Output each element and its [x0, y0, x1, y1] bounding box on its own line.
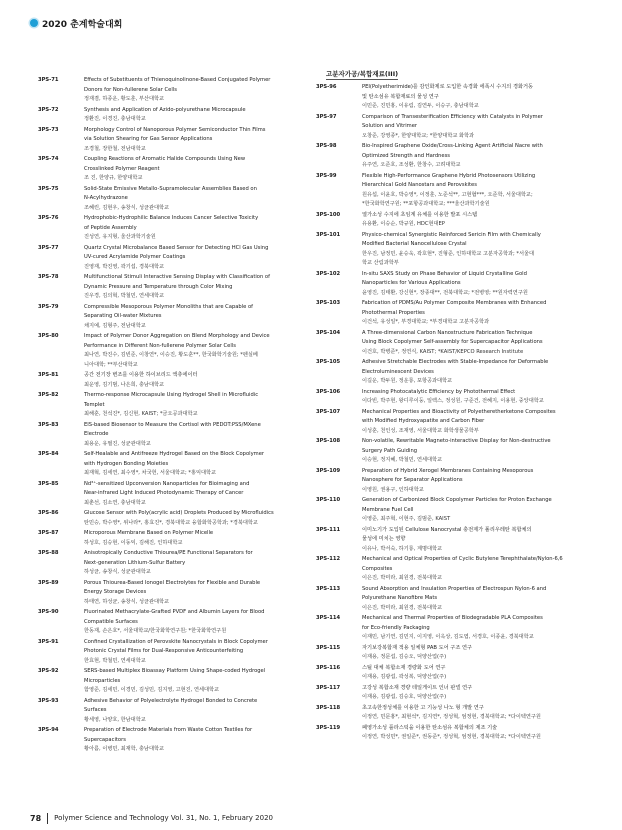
entry-code: 3PS-78 — [38, 274, 59, 280]
entry-title-line: Near-infrared Light Induced Photodynamic Therapy of Cancer — [84, 490, 244, 496]
entry-code: 3PS-82 — [38, 392, 59, 398]
entry-body — [84, 697, 310, 726]
entry-title-line: Optimized Strength and Hardness — [362, 152, 450, 159]
entry-code: 3PS-73 — [38, 126, 59, 133]
abstract-entry — [316, 496, 588, 525]
entry-authors-line: 이영준, 최주혁, 이현주, 김범준, KAIST — [362, 516, 451, 522]
entry-code: 3PS-92 — [38, 668, 59, 674]
entry-title-line: PEI(Polyetherimide)를 감인화제로 도입한 속경화 에폭시 수지의 경화거동 — [362, 84, 534, 90]
entry-title-line: Nanoparticles for Various Applications — [362, 280, 461, 286]
entry-body — [362, 408, 588, 437]
abstract-entry — [316, 172, 588, 210]
entry-body — [362, 231, 588, 269]
page-number: 78 — [30, 813, 42, 823]
entry-body — [362, 329, 588, 358]
abstract-entry — [316, 388, 588, 407]
entry-code: 3PS-114 — [316, 615, 341, 621]
entry-code: 3PS-89 — [38, 579, 59, 586]
entry-authors-line: 한동재, 손은호*, 서울대학교/한국화학연구원; *한국화학연구원 — [84, 628, 227, 634]
abstract-entry — [316, 437, 588, 466]
entry-title-line: Photothermal Properties — [362, 309, 425, 316]
entry-code: 3PS-75 — [38, 185, 59, 192]
entry-authors-line: 이민준, 진민홍, 이유림, 김연두, 이승구, 충남대학교 — [362, 103, 479, 109]
entry-title-line: Energy Storage Devices — [84, 589, 147, 595]
abstract-entry — [38, 244, 310, 273]
entry-title-line: SERS-based Multiplex Bioassay Platform Using Shape-coded Hydrogel — [84, 668, 266, 674]
entry-code: 3PS-87 — [38, 530, 59, 536]
entry-body — [84, 244, 310, 273]
entry-title-line: Mechanical Properties and Bioactivity of Polyetheretherketone Composites — [362, 408, 556, 415]
entry-authors-line: *한국화학연구원; **포항공과대학교; ***울산과학기술원 — [362, 201, 490, 207]
entry-body — [362, 704, 588, 723]
entry-authors-line: 이은진, 박미라, 최원경, 전북대학교 — [362, 604, 443, 611]
entry-title-line: In-situ SAXS Study on Phase Behavior of Liquid Crystalline Gold — [362, 270, 527, 277]
entry-title-line: Generation of Carbonized Block Copolymer Particles for Proton Exchange — [362, 497, 552, 503]
entry-title-line: Polyurethane Nanofibre Mats — [362, 595, 438, 601]
abstract-entry — [316, 684, 588, 703]
entry-title-line: Quartz Crystal Microbalance Based Sensor for Detecting HCl Gas Using — [84, 244, 269, 251]
entry-authors-line: 조 진, 한양규, 한양대학교 — [84, 175, 143, 181]
abstract-entry — [38, 214, 310, 243]
entry-title-line: Anisotropically Conductive Thiourea/PE Functional Separators for — [84, 550, 253, 556]
entry-title-line: for Eco-friendly Packaging — [362, 624, 430, 631]
abstract-entry — [316, 704, 588, 723]
entry-title-line: Multifunctional Stimuli Interactive Sensing Display with Classification of — [84, 274, 270, 280]
entry-body — [362, 496, 588, 525]
abstract-entry — [316, 467, 588, 496]
entry-authors-line: 한효현, 박철민, 연세대학교 — [84, 657, 146, 664]
entry-body — [84, 726, 310, 755]
entry-body — [362, 113, 588, 142]
entry-code: 3PS-90 — [38, 609, 59, 615]
entry-title-line: UV-cured Acrylamide Polymer Coatings — [84, 254, 186, 260]
entry-title-line: via Solution Shearing for Gas Sensor Applications — [84, 136, 213, 142]
abstract-entry — [316, 270, 588, 299]
entry-title-line: of Peptide Assembly — [84, 224, 137, 231]
entry-body — [84, 371, 310, 390]
entry-authors-line: 최해훈, 천석진*, 김신현, KAIST; *금오공과대학교 — [84, 411, 198, 417]
abstract-entry — [316, 644, 588, 663]
entry-body — [362, 172, 588, 210]
entry-title-line: Compressible Mesoporous Polymer Monoliths that are Capable of — [84, 303, 254, 310]
entry-title-line: Composites — [362, 565, 393, 572]
entry-title-line: Donors for Non-fullerene Solar Cells — [84, 86, 177, 93]
entry-title-line: Preparation of Hybrid Xerogel Membranes Containing Mesoporous — [362, 467, 534, 474]
entry-authors-line: 이성훈, 천인성, 조재영, 서울대학교 화학생물공학부 — [362, 427, 479, 434]
abstract-entry — [316, 83, 588, 112]
entry-title-line: Mechanical and Optical Properties of Cyclic Butylene Terephthalate/Nylon-6,6 — [362, 556, 563, 562]
entry-authors-line: 최나연, 박진수, 김빈준, 이창연*, 이승진, 황도훈**, 한국화학기술원; *펜실베 — [84, 352, 258, 358]
entry-title-line: 이미노기가 도입된 Cellulose Nanocrystal 충전제가 폴리우레탄 복합체의 — [362, 526, 532, 533]
entry-authors-line: 최춘선, 김소연, 충남대학교 — [84, 499, 146, 506]
entry-body — [362, 211, 588, 230]
abstract-entry — [316, 408, 588, 437]
entry-body — [84, 421, 310, 450]
entry-title-line: Nd³⁺-sensitized Upconversion Nanoparticles for Bioimaging and — [84, 480, 250, 487]
entry-title-line: Bio-Inspired Graphene Oxide/Cross-Linking Agent Artificial Nacre with — [362, 143, 543, 149]
entry-body — [84, 273, 310, 302]
entry-title-line: Mechanical and Thermal Properties of Biodegradable PLA Composites — [362, 615, 543, 621]
abstract-entry — [38, 126, 310, 155]
entry-title-line: Non-volatile, Rewritable Magneto-interactive Display for Non-destructive — [362, 438, 551, 444]
entry-title-line: Dynamic Pressure and Temperature through Color Mixing — [84, 283, 233, 290]
entry-code: 3PS-113 — [316, 585, 341, 592]
entry-title-line: Coupling Reactions of Aromatic Halide Compounds Using New — [84, 156, 246, 162]
entry-authors-line: 정재겸, 하종운, 황도훈, 부산대학교 — [84, 96, 165, 102]
abstract-entry — [38, 155, 310, 184]
entry-title-line: Synthesis and Application of Azido-polyurethane Microcapsule — [84, 106, 246, 113]
abstract-entry — [316, 724, 588, 743]
entry-code: 3PS-76 — [38, 215, 59, 221]
entry-body — [362, 684, 588, 703]
entry-title-line: Separating Oil-water Mixtures — [84, 313, 162, 319]
entry-title-line: 자기보강복합재 적용 일체형 PAB 도어 구조 연구 — [362, 644, 472, 651]
entry-authors-line: 한우진, 남정민, 윤승욱, 곽호현*, 진형준, 인하대학교 고분자공학과; *서울대 — [362, 250, 535, 257]
abstract-entry — [38, 579, 310, 608]
entry-code: 3PS-111 — [316, 526, 341, 533]
entry-code: 3PS-99 — [316, 172, 337, 179]
footer-divider — [47, 813, 48, 824]
entry-authors-line: 조혜린, 김현우, 송창식, 성균관대학교 — [84, 204, 170, 211]
entry-title-line: Adhesive Stretchable Electrodes with Stable-Impedance for Deformable — [362, 359, 549, 365]
abstract-entry — [38, 480, 310, 509]
entry-authors-line: 이승현, 정지혜, 박철민, 연세대학교 — [362, 457, 443, 463]
abstract-entry — [38, 608, 310, 637]
entry-body — [84, 303, 310, 332]
entry-title-line: Sound Absorption and Insulation Properties of Electrospun Nylon-6 and — [362, 585, 547, 592]
entry-authors-line: 이건호, 박병준*, 정연식, KAIST; *KAIST/KEPCO Research Institute — [362, 348, 524, 355]
entry-body — [84, 391, 310, 420]
abstract-entry — [316, 329, 588, 358]
entry-code: 3PS-110 — [316, 497, 341, 503]
entry-code: 3PS-97 — [316, 113, 337, 120]
entry-code: 3PS-105 — [316, 359, 341, 365]
entry-title-line: Fabrication of PDMS/Au Polymer Composite Membranes with Enhanced — [362, 300, 547, 306]
abstract-entry — [316, 526, 588, 555]
entry-code: 3PS-115 — [316, 644, 341, 651]
entry-body — [362, 142, 588, 171]
entry-code: 3PS-109 — [316, 467, 341, 474]
entry-title-line: Electrode — [84, 431, 109, 437]
entry-body — [84, 214, 310, 243]
entry-title-line: Solid-State Emissive Metallo-Supramolecular Assemblies Based on — [84, 185, 257, 192]
entry-title-line: Effects of Substituents of Thienoquinolinone-Based Conjugated Polymer — [84, 77, 271, 83]
entry-code: 3PS-88 — [38, 550, 59, 556]
entry-title-line: Nanosphere for Separator Applications — [362, 477, 463, 483]
entry-title-line: 스틸 대체 복합소재 경량화 도어 연구 — [362, 664, 446, 671]
entry-authors-line: 하성균, 송창식, 성균관대학교 — [84, 569, 151, 575]
entry-title-line: 고강성 복합소재 경량 테일게이트 인너 판넬 연구 — [362, 684, 473, 691]
entry-body — [84, 638, 310, 667]
abstract-entry — [38, 185, 310, 214]
entry-body — [362, 664, 588, 683]
entry-authors-line: 황아름, 이병민, 최재학, 충남대학교 — [84, 746, 165, 752]
entry-title-line: Crosslinked Polymer Reagent — [84, 165, 160, 172]
entry-code: 3PS-117 — [316, 684, 341, 691]
entry-body — [84, 667, 310, 696]
entry-authors-line: 유주연, 오준호, 조성환, 한창수, 고려대학교 — [362, 162, 461, 168]
section-heading: 고분자가공/복합재료(III) — [326, 70, 399, 78]
abstract-entry — [316, 555, 588, 584]
entry-code: 3PS-79 — [38, 303, 59, 310]
entry-authors-line: 하태연, 하성균, 송창식, 성균관대학교 — [84, 598, 170, 605]
entry-authors-line: 이다빈, 박주현, 왕디루이둥, 일렉스, 정성원, 구준건, 전혜지, 이용현, 중앙대학교 — [362, 398, 544, 404]
abstract-entry — [38, 303, 310, 332]
entry-title-line: 열가소성 수지에 초임계 유체를 이용한 발포 시스템 — [362, 211, 478, 218]
entry-title-line: 초고속한정성체를 이용한 고 기능성 나노 형 개발 연구 — [362, 704, 484, 711]
entry-title-line: Porous Thiourea-Based Ionogel Electrolytes for Flexible and Durable — [84, 579, 261, 586]
entry-title-line: Fluorinated Methacrylate-Grafted PVDF and Albumin Layers for Blood — [84, 609, 265, 615]
entry-authors-line: 진영재, 박진영, 곽기섭, 경북대학교 — [84, 263, 165, 270]
entry-title-line: Templet — [84, 401, 105, 408]
entry-authors-line: 최운영, 김기범, 나은희, 충남대학교 — [84, 381, 165, 388]
entry-authors-line: 진우경, 김의혁, 박철민, 연세대학교 — [84, 293, 165, 299]
entry-title-line: Preparation of Electrode Materials from Waste Cotton Textiles for — [84, 727, 253, 733]
entry-authors-line: 함영준, 김세민, 이경민, 김성민, 김지영, 고현진, 연세대학교 — [84, 687, 220, 693]
entry-title-line: 및 탄소섬유 복합재료의 물성 연구 — [362, 93, 439, 100]
entry-title-line: Performance in Different Non-fullerene Polymer Solar Cells — [84, 342, 236, 349]
entry-code: 3PS-71 — [38, 77, 59, 83]
entry-body — [84, 155, 310, 184]
entry-authors-line: 하성호, 김승현, 이동익, 김해진, 인하대학교 — [84, 539, 183, 546]
entry-code: 3PS-93 — [38, 697, 59, 704]
entry-code: 3PS-96 — [316, 84, 337, 90]
entry-body — [362, 388, 588, 407]
abstract-entry — [316, 585, 588, 614]
entry-body — [362, 644, 588, 663]
entry-body — [84, 126, 310, 155]
entry-code: 3PS-118 — [316, 704, 341, 711]
abstract-entry — [316, 211, 588, 230]
entry-body — [362, 555, 588, 584]
entry-title-line: with Hydrogen Bonding Moieties — [84, 460, 169, 467]
circle-bullet-icon — [30, 19, 38, 27]
entry-authors-line: 이정연, 박성민*, 권일준*, 권동준*, 정성혁, 엄정현, 경북대학교; *다이텍연구원 — [362, 734, 541, 740]
entry-body — [84, 509, 310, 528]
entry-authors-line: 이재용, 김광섭, 곽성복, 덕양산업(주) — [362, 674, 447, 680]
entry-title-line: Hierarchical Gold Nanostars and Perovskites — [362, 182, 477, 188]
entry-authors-line: 이길운, 박두원, 정운룡, 포항공과대학교 — [362, 378, 453, 384]
entry-code: 3PS-86 — [38, 510, 59, 516]
entry-authors-line: 이영원, 권용구, 인하대학교 — [362, 486, 424, 493]
entry-code: 3PS-83 — [38, 421, 59, 428]
entry-body — [362, 585, 588, 614]
entry-title-line: Confined Crystallization of Perovskite Nanocrystals in Block Copolymer — [84, 638, 268, 645]
entry-authors-line: 원유섭, 이윤호, 박승영*, 이정훈, 노준석**, 고현협***, 오준학, 서울대학교; — [362, 191, 533, 198]
abstract-entry — [316, 299, 588, 328]
entry-body — [362, 358, 588, 387]
entry-body — [84, 106, 310, 125]
entry-title-line: Solution and Vitrimer — [362, 123, 418, 129]
entry-authors-line: 이정연, 민문홍*, 최현석*, 김지연*, 정성혁, 엄정현, 경북대학교; *다이텍연구원 — [362, 714, 541, 720]
entry-title-line: Increasing Photocatalytic Efficiency by Photothermal Effect — [362, 388, 516, 395]
entry-title-line: Surfaces — [84, 707, 107, 713]
abstract-entry — [316, 113, 588, 142]
entry-title-line: N-Acylhydrazone — [84, 195, 128, 201]
entry-code: 3PS-103 — [316, 300, 341, 306]
entry-title-line: 공간 전기장 변조를 이용한 하이브리드 액츄에이터 — [84, 372, 198, 378]
entry-title-line: Thermo-response Microcapsule Using Hydrogel Shell in Microfluidic — [84, 392, 259, 398]
journal-info: Polymer Science and Technology Vol. 31, No. 1, February 2020 — [54, 814, 273, 822]
entry-title-line: Comparison of Transesterification Efficiency with Catalysts in Polymer — [362, 113, 543, 120]
entry-authors-line: 이재용, 김광섭, 김승호, 덕양산업(주) — [362, 694, 447, 700]
entry-title-line: Supercapacitors — [84, 736, 126, 743]
entry-authors-line: 유용환, 이승순, 박규원, HDC현대EP — [362, 221, 445, 227]
entry-body — [84, 185, 310, 214]
entry-code: 3PS-119 — [316, 724, 341, 731]
entry-body — [362, 299, 588, 328]
entry-body — [362, 83, 588, 112]
entry-authors-line: 최용운, 유필진, 성균관대학교 — [84, 440, 151, 447]
entry-authors-line: 이재용, 정문섭, 김승오, 덕양산업(주) — [362, 654, 447, 660]
entry-code: 3PS-104 — [316, 329, 341, 336]
abstract-entry — [38, 273, 310, 302]
entry-authors-line: 채지예, 김형주, 전남대학교 — [84, 322, 146, 329]
entry-code: 3PS-112 — [316, 556, 341, 562]
right-entries — [316, 83, 588, 743]
entry-body — [84, 529, 310, 548]
header-title: 2020 춘계학술대회 — [42, 19, 123, 30]
entry-title-line: Using Block Copolymer Self-assembly for Supercapacitor Applications — [362, 339, 543, 345]
entry-code: 3PS-107 — [316, 408, 341, 415]
entry-authors-line: 탄민승, 박수영*, 위나라*, 홍효진*, 경북대학교 융합화학공학과; *경북대학교 — [84, 519, 258, 526]
abstract-entry — [316, 358, 588, 387]
abstract-entry — [316, 664, 588, 683]
entry-authors-line: 진성연, 유지형, 울산과학기술원 — [84, 234, 156, 240]
entry-title-line: Surgery Path Guiding — [362, 447, 418, 454]
entry-body — [84, 579, 310, 608]
entry-body — [362, 467, 588, 496]
entry-code: 3PS-81 — [38, 372, 59, 378]
entry-title-line: Adhesive Behavior of Polyelectrolyte Hydrogel Bonded to Concrete — [84, 697, 258, 704]
abstract-entry — [38, 421, 310, 450]
abstract-entry — [38, 726, 310, 755]
entry-body — [84, 450, 310, 479]
entry-body — [362, 614, 588, 643]
entry-code: 3PS-91 — [38, 638, 59, 645]
entry-authors-line: 이재민, 남기연, 김민지, 이지영, 이옥상, 김도엽, 서경호, 이종윤, 경북대학교 — [362, 634, 534, 640]
entry-code: 3PS-100 — [316, 211, 341, 218]
entry-code: 3PS-74 — [38, 156, 59, 162]
abstract-entry — [38, 697, 310, 726]
entry-code: 3PS-94 — [38, 727, 59, 733]
entry-body — [362, 526, 588, 555]
abstract-entry — [38, 529, 310, 548]
entry-authors-line: 이유나, 박서숙, 하기룡, 계명대학교 — [362, 545, 443, 552]
entry-body — [84, 608, 310, 637]
page-header — [30, 16, 122, 30]
entry-authors-line: 최재혁, 김세연, 최수영*, 차국헌, 서울대학교; *홍익대학교 — [84, 470, 217, 476]
entry-code: 3PS-77 — [38, 244, 59, 251]
entry-code: 3PS-85 — [38, 480, 59, 487]
entry-title-line: Hydrophobic-Hydrophilic Balance Induces Cancer Selective Toxicity — [84, 215, 259, 221]
entry-code: 3PS-98 — [316, 143, 337, 149]
entry-title-line: Electroluminescent Devices — [362, 368, 434, 375]
entry-title-line: Membrane Fuel Cell — [362, 506, 414, 513]
entry-body — [84, 332, 310, 370]
entry-title-line: Microparticles — [84, 677, 121, 684]
abstract-entry — [38, 450, 310, 479]
entry-title-line: Self-Healable and Antifreeze Hydrogel Based on the Block Copolymer — [84, 451, 265, 457]
entry-body — [84, 549, 310, 578]
page-footer — [30, 812, 273, 824]
entry-code: 3PS-80 — [38, 333, 59, 339]
entry-code: 3PS-116 — [316, 664, 341, 671]
entry-body — [84, 480, 310, 509]
entry-title-line: Glucose Sensor with Poly(acrylic acid) Droplets Produced by Microfluidics — [84, 510, 274, 516]
entry-title-line: 물성에 미치는 영향 — [362, 536, 406, 542]
entry-authors-line: 니아대학; **부산대학교 — [84, 361, 138, 368]
entry-code: 3PS-106 — [316, 388, 341, 395]
entry-code: 3PS-108 — [316, 438, 341, 444]
entry-authors-line: 이은진, 박미라, 최원경, 전북대학교 — [362, 575, 443, 581]
abstract-entry — [38, 638, 310, 667]
abstract-entry — [38, 391, 310, 420]
entry-title-line: Flexible High-Performance Graphene Hybrid Photosensors Utilizing — [362, 172, 536, 179]
entry-body — [362, 724, 588, 743]
right-column — [316, 70, 588, 744]
entry-body — [84, 76, 310, 105]
abstract-entry — [38, 332, 310, 370]
entry-authors-line: 윤영진, 김태환, 강신현*, 장종대**, 전북대학교; *전병영; **원자력연구원 — [362, 289, 528, 296]
entry-authors-line: 조경철, 장한철, 전남대학교 — [84, 145, 146, 152]
entry-body — [362, 270, 588, 299]
entry-title-line: Morphology Control of Nanoporous Polymer Semiconductor Thin Films — [84, 126, 266, 133]
entry-title-line: A Three-dimensional Carbon Nanostructure Fabrication Technique — [362, 329, 533, 336]
abstract-entry — [38, 106, 310, 125]
entry-title-line: Physico-chemical Synergistic Reinforced Sericin Film with Chemically — [362, 231, 541, 238]
abstract-entry — [38, 509, 310, 528]
entry-code: 3PS-72 — [38, 106, 59, 113]
entry-authors-line: 학교 산림과학부 — [362, 260, 399, 266]
entry-authors-line: 황세영, 나양호, 한남대학교 — [84, 716, 146, 723]
abstract-entry — [316, 231, 588, 269]
abstract-entry — [316, 142, 588, 171]
entry-title-line: Compatible Surfaces — [84, 618, 138, 625]
entry-code: 3PS-101 — [316, 231, 341, 238]
entry-code: 3PS-102 — [316, 270, 341, 277]
abstract-entry — [38, 667, 310, 696]
entry-title-line: Impact of Polymer Donor Aggregation on Blend Morphology and Device — [84, 333, 270, 339]
entry-authors-line: 정환진, 이경진, 충남대학교 — [84, 116, 146, 122]
entry-code: 3PS-84 — [38, 451, 59, 457]
entry-body — [362, 437, 588, 466]
entry-title-line: EIS-based Biosensor to Measure the Cortisol with PEDOT:PSS/MXene — [84, 421, 261, 428]
abstract-entry — [38, 371, 310, 390]
entry-authors-line: 이건석, 유성일*, 부경대학교; *부경대학교 고분자공학과 — [362, 319, 490, 325]
entry-title-line: Next-generation Lithium-Sulfur Battery — [84, 559, 186, 566]
entry-authors-line: 오창준, 강영종*, 한양대학교; *한양대학교 화학과 — [362, 132, 475, 139]
abstract-entry — [316, 614, 588, 643]
entry-title-line: with Modified Hydroxyapatite and Carbon Fiber — [362, 418, 485, 424]
abstract-entry — [38, 549, 310, 578]
entry-title-line: 폐영가소성 플라스틱을 이용한 탄소섬유 복합체의 제조 기술 — [362, 724, 498, 731]
entry-title-line: Photonic Crystal Films for Dual-Responsive Anticounterfeiting — [84, 648, 244, 654]
left-column — [38, 76, 310, 756]
entry-title-line: Modified Bacterial Nanocellulose Crystal — [362, 241, 467, 247]
entry-title-line: Microporous Membrane Based on Polymer Micelle — [84, 530, 214, 536]
abstract-entry — [38, 76, 310, 105]
